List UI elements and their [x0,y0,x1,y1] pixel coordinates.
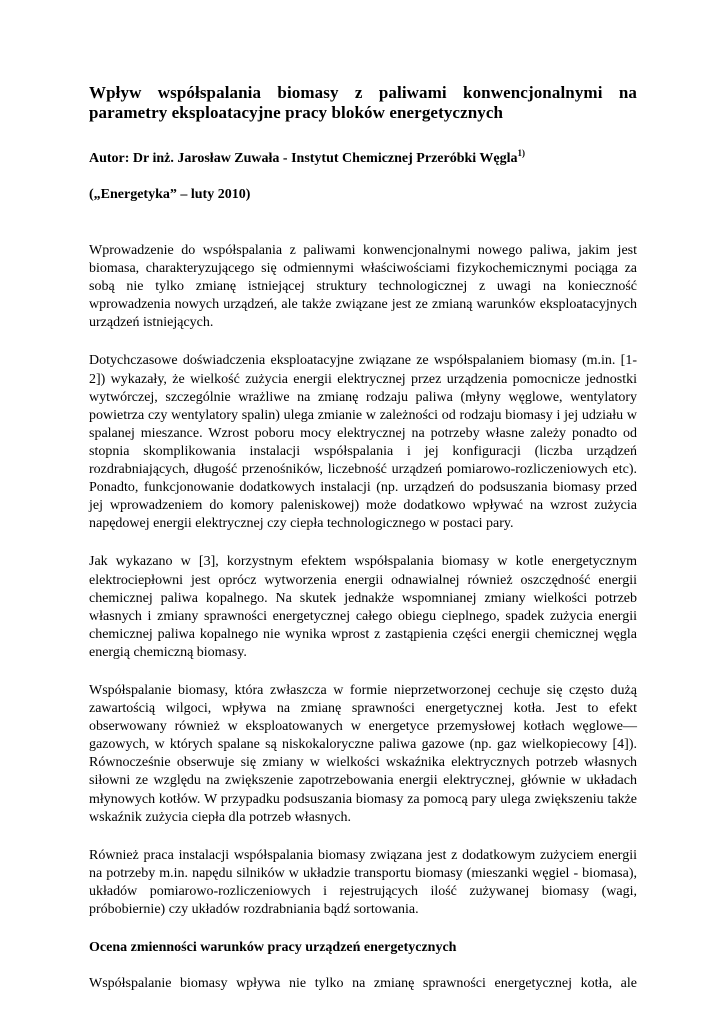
paragraph-boiler-efficiency: Współspalanie biomasy, która zwłaszcza w formie nieprzetworzonej cechuje się często dużą zawartością wilgoci, wpływa na zmianę sprawności energetycznej kotła. Jest to efekt obserwowany również w eksploatowanych w energetyce przemysłowej kotłach węglowe—gazowych, w których spalane są niskokaloryczne paliwa gazowe (np. gaz wielkopiecowy [4]). Równocześnie obserwuje się zmiany w wielkości wskaźnika elektrycznych potrzeb własnych siłowni ze względu na zwiększenie zapotrzebowania energii elektrycznej, głównie w układach młynowych kotłów. W przypadku podsuszania biomasy za pomocą pary ulega zwiększeniu także wskaźnik zużycia ciepła dla potrzeb własnych. [89,682,637,825]
document-page [89,83,637,993]
document-title: Wpływ współspalania biomasy z paliwami konwencjonalnymi na parametry eksploatacyjne pracy bloków energetycznych [89,83,637,122]
paragraph-introduction: Wprowadzenie do współspalania z paliwami konwencjonalnymi nowego paliwa, jakim jest biomasa, charakteryzującego się odmiennymi właściwościami fizykochemicznymi pociąga za sobą nie tylko zmianę istniejącej struktury technologicznej z uwagi na konieczność wprowadzenia nowych urządzeń, ale także związane jest ze zmianą warunków eksploatacyjnych urządzeń istniejących. [89,243,637,331]
author-line [89,150,637,168]
paragraph-operational-experience: Dotychczasowe doświadczenia eksploatacyjne związane ze współspalaniem biomasy (m.in. [1-2]) wykazały, że wielkość zużycia energii elektrycznej przez urządzenia pomocnicze jednostki wytwórczej, szczególnie wrażliwe na zmianę rodzaju paliwa (młyny węglowe, wentylatory powietrza czy wentylatory spalin) ulega zmianie w zależności od rodzaju biomasy i jej udziału w spalanej mieszance. Wzrost poboru mocy elektrycznej na potrzeby własne zależy ponadto od stopnia skomplikowania instalacji współspalania i jej konfiguracji (liczba urządzeń rozdrabniających, długość przenośników, liczebność urządzeń pomiarowo-rozliczeniowych etc). Ponadto, funkcjonowanie dodatkowych instalacji (np. urządzeń do podsuszania biomasy przed jej wprowadzeniem do komory paleniskowej) może dodatkowo wpływać na wzrost zużycia napędowej energii elektrycznej czy ciepła technologicznego w postaci pary. [89,353,637,532]
paragraph-cofiring-installation: Również praca instalacji współspalania biomasy związana jest z dodatkowym zużyciem energii na potrzeby m.in. napędu silników w układzie transportu biomasy (mieszanki węgiel - biomasa), układów pomiarowo-rozliczeniowych i rejestrujących ilość zużywanej biomasy (wagi, próbobiernie) czy układów rozdrabniania bądź sortowania. [89,847,637,917]
author-text: Autor: Dr inż. Jarosław Zuwała - Instytut Chemicznej Przeróbki Węgla [89,151,518,166]
author-footnote-mark: 1) [517,148,526,158]
source-citation: („Energetyka” – luty 2010) [89,187,251,202]
paragraph-section-start: Współspalanie biomasy wpływa nie tylko na zmianę sprawności energetycznej kotła, ale [89,976,637,992]
paragraph-chp-savings: Jak wykazano w [3], korzystnym efektem współspalania biomasy w kotle energetycznym elektrociepłowni jest oprócz wytworzenia energii odnawialnej również oszczędność energii chemicznej paliwa kopalnego. Na skutek jednakże wspomnianej zmiany wielkości potrzeb własnych i zmiany sprawności energetycznej całego obiegu cieplnego, spadek zużycia energii chemicznej paliwa kopalnego nie wynika wprost z zastąpienia części energii chemicznej węgla energią chemiczną biomasy. [89,554,637,660]
section-heading: Ocena zmienności warunków pracy urządzeń energetycznych [89,940,457,956]
